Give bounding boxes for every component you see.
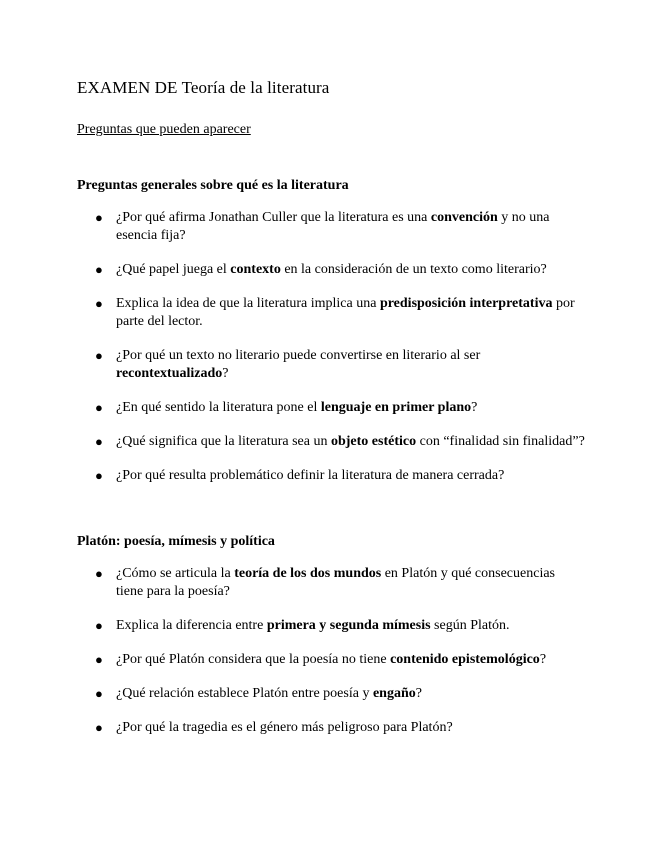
question-item — [0, 433, 655, 451]
question-item — [0, 719, 655, 737]
question-text: ? — [471, 400, 478, 415]
question-key-term: convención — [430, 210, 498, 225]
question-text: Explica la idea de que la literatura implica una — [116, 296, 380, 311]
bullet-icon: ● — [95, 400, 103, 415]
question-text: ? — [415, 686, 422, 701]
question-item — [0, 295, 655, 331]
question-text: ¿Qué significa que la literatura sea un — [116, 434, 331, 449]
question-key-term: contenido epistemológico — [390, 652, 540, 667]
question-text: en la consideración de un texto como literario? — [280, 262, 547, 277]
question-item — [0, 685, 655, 703]
question-key-term: lenguaje en primer plano — [320, 400, 472, 415]
bullet-icon: ● — [95, 566, 103, 581]
question-text: ¿Por qué un texto no literario puede convertirse en literario al ser — [116, 348, 481, 363]
question-text: ? — [539, 652, 547, 667]
question-text: ¿En qué sentido la literatura pone el — [116, 400, 321, 415]
question-key-term: recontextualizado — [116, 366, 223, 381]
document-subtitle: Preguntas que pueden aparecer — [77, 122, 251, 137]
question-item — [0, 261, 655, 279]
section-heading-platon: Platón: poesía, mímesis y política — [77, 534, 275, 549]
question-item — [0, 399, 655, 417]
question-key-term: engaño — [372, 686, 416, 701]
bullet-icon: ● — [95, 348, 103, 363]
question-item — [0, 565, 655, 601]
question-text: ¿Por qué Platón considera que la poesía no tiene — [116, 652, 391, 667]
question-item — [0, 209, 655, 245]
question-key-term: predisposición interpretativa — [379, 296, 553, 311]
bullet-icon: ● — [95, 210, 103, 225]
question-list-platon — [0, 565, 655, 753]
bullet-icon: ● — [95, 618, 103, 633]
question-item — [0, 347, 655, 383]
question-key-term: objeto estético — [330, 434, 417, 449]
bullet-icon: ● — [95, 468, 103, 483]
question-text: según Platón. — [430, 618, 510, 633]
question-key-term: contexto — [230, 262, 281, 277]
section-heading-general: Preguntas generales sobre qué es la literatura — [77, 178, 349, 193]
question-item — [0, 617, 655, 635]
question-text: ¿Por qué resulta problemático definir la literatura de manera cerrada? — [116, 468, 505, 483]
question-text: ¿Por qué afirma Jonathan Culler que la literatura es una — [116, 210, 431, 225]
question-key-term: teoría de los dos mundos — [234, 566, 382, 581]
bullet-icon: ● — [95, 720, 103, 735]
question-item — [0, 467, 655, 485]
question-text: ? — [222, 366, 229, 381]
question-text: ¿Qué papel juega el — [116, 262, 231, 277]
bullet-icon: ● — [95, 652, 103, 667]
question-key-term: primera y segunda mímesis — [266, 618, 431, 633]
question-text: ¿Qué relación establece Platón entre poesía y — [116, 686, 373, 701]
question-text: Explica la diferencia entre — [116, 618, 267, 633]
question-text: ¿Por qué la tragedia es el género más peligroso para Platón? — [116, 720, 453, 735]
question-list-general — [0, 209, 655, 501]
bullet-icon: ● — [95, 296, 103, 311]
question-text: en Platón y qué consecuencias tiene para la poesía? — [116, 566, 555, 599]
bullet-icon: ● — [95, 686, 103, 701]
question-item — [0, 651, 655, 669]
question-text: con “finalidad sin finalidad”? — [416, 434, 585, 449]
question-text: ¿Cómo se articula la — [116, 566, 235, 581]
bullet-icon: ● — [95, 434, 103, 449]
question-text: por parte del lector. — [116, 296, 575, 329]
question-text: y no una esencia fija? — [116, 210, 550, 243]
document-title: EXAMEN DE Teoría de la literatura — [77, 78, 330, 97]
bullet-icon: ● — [95, 262, 103, 277]
